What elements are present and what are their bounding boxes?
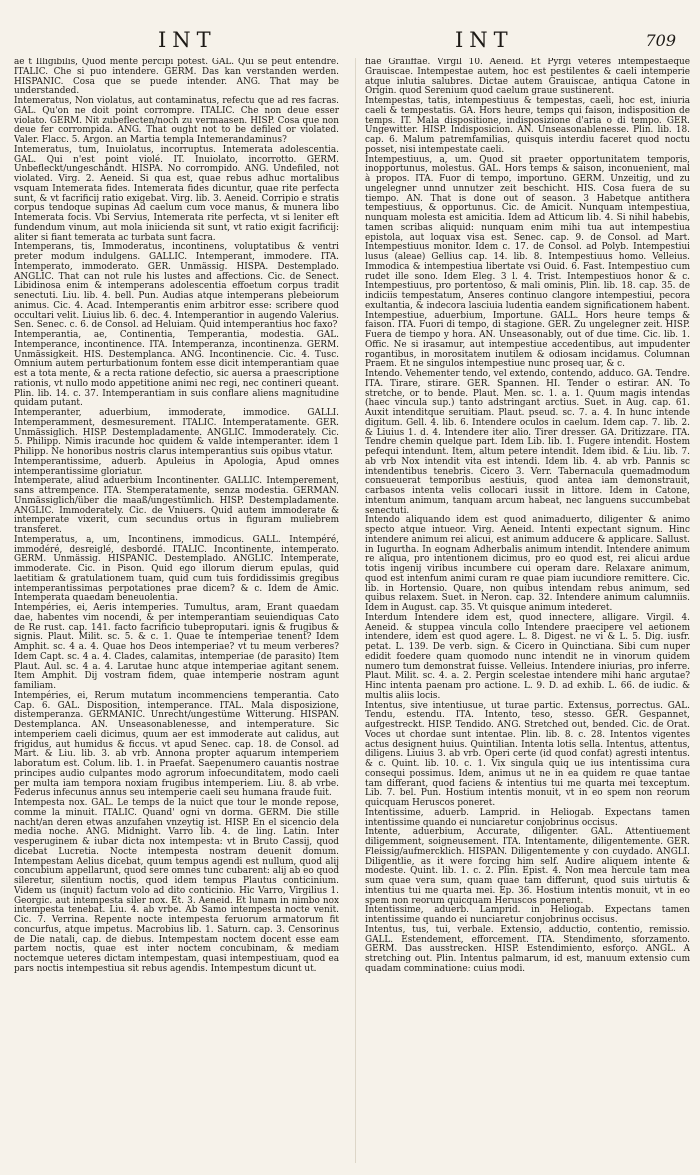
dictionary-entry: Interdum Intendere idem est, quod innectere, alligare. Virgil. 4. Aeneid. & stuppea vincula collo Intendere praecipere vel aetionem intendere, idem est quod agere. L. 8. Digest. ne vi & L. 5. Dig. iusfr. petat. L. 139. De verb. sign. & Cicero in Quinctiana. Sibi cum nuper edidit foedere quam quomodo nunc intendit ne in vinorum quidem numero tum demonstrat fuisse. Velleius. Intendere iniurias, pro inferre. Plaut. Milit. sc. 4. a. 2. Pergin scelestae intendere mihi hanc argutae? Hinc intenta paenam pro actione. L. 9. D. ad exhib. L. 66. de iudic. & multis aliis locis. bbox=[365, 612, 690, 701]
dictionary-entry: Intentissime, aduerb. Lamprid. in Heliogab. Expectans tamen intentissime quando ei nunciaretur conjobrinus occisus. bbox=[365, 905, 690, 925]
dictionary-entry: Intentus, sive intentiusue, ut turae partic. Extensus, porrectus. GAL. Tendu, estendu. ITA. Intento, teso, stesso. GER. Gespannet, aufgestreckt. HISP. Tendido. ANG. Stretched out, bended. Cic. de Orat. Voces ut chordae sunt intentae. Plin. lib. 8. c. 28. Intentos vigentes actus designent huius. Quintilian. Intenta lotis sella. Intentus, attentus, diligens. Liuius 3. ab vrb. Operi certe (id quod confat) agresti intentus. & c. Quint. lib. 10. c. 1. Vix singula quiq ue ius intentissima cura consequi possimus. Idem, animus ut ne in ea quidem re quae tantae tam differant, quod faciens & intentius tui me quarta mei texceptum. Lib. 7. bel. Pun. Hostium intentis monuit, vt in eo spem non reorum quicquam Heruscos poneret. bbox=[365, 700, 690, 808]
dictionary-entry: Intente, aduerbium, Accurate, diligenter. GAL. Attentiuement diligemment, soigneusement. ITA. Intentamente, diligentemente. GER. Fleissig/aufmercklich. HISPAN. Diligentemente y con cuydado. ANGLI. Diligentlie, as it were forcing him self. Audire aliquem intente & modeste. Quint. lib. 1. c. 2. Plin. Epist. 4. Non mea hercule tam mea sum quae vera sum, quam quae tam differunt, quod suis uirtutis & intentius tui me quarta mei. Ep. 36. Hostium intentis monuit, vt in eo spem non reorum quicquam Heruscos ponerent. bbox=[365, 827, 690, 906]
dictionary-entry: Intemperanter, aduerbium, immoderate, immodice. GALLI. Intemperamment, desmesurement. ITALIC. Intemperatamente. GER. Unmässiglich. HISP. Destempladamente. ANGLIC. Immoderately. Cic. 5. Philipp. Nimis iracunde hoc quidem & valde intemperanter. idem 1 Philipp. Ne honoribus nostris clarus intemperantius suis opibus vtatur. bbox=[14, 408, 339, 457]
dictionary-entry: Intempestiue, aduerbium, Importune. GALL. Hors heure temps & faison. ITA. Fuori di tempo, di stagione. GER. Zu ungelegner zeit. HISP. Fuera de tiempo y hora. AN. Unseasonably, out of due time. Cic. lib. 1. Offic. Ne si irasamur, aut intempestiue accedentibus, aut impudenter rogantibus, in morositatem inutilem & odiosam incidamus. Columnan Praem. Et ne singulos intempestiue nunc proseq uar, & c. bbox=[365, 310, 690, 370]
running-head-right: INT bbox=[455, 28, 514, 52]
running-head-left: INT bbox=[158, 28, 217, 52]
page-header bbox=[0, 0, 700, 56]
dictionary-entry: ae t Illigibilis, Quod mente percipi potest. GAL. Qui se peut entendre. ITALIC. Che si puo intendere. GERM. Das kan verstanden werden. HISPANIC. Cosa que se puede intender. ANG. That may be understanded. bbox=[14, 58, 339, 97]
dictionary-entry: Intempestiuus, a, um. Quod sit praeter opportunitatem temporis, inopportunus, molestus. GAL. Hors temps & saison, inconuenient, mal à propos. ITA. Fuor di tempo, importuno. GERM. Unzeitig, und zu ungelegner unnd unnutzer zeit beschicht. HIS. Cosa fuera de su tiempo. AN. That is done out of season. 3 Habetque antithera tempestiuus, & opportunus. Cic. de Amicit. Nunquam intempestiua, nunquam molesta est amicitia. Idem ad Atticum lib. 4. Si nihil habebis, tamen scribas aliquid: nunquam enim mihi tua aut intempestiua epistola, aut loquax visa est. Senec. cap. 9. de Consol. ad Mart. Intempestiuus monitor. Idem c. 17. de Consol. ad Polyb. Intempestiui lusus (aleae) Gellius cap. 14. lib. 8. Intempestiuus homo. Velleius. Immodica & intempestiua libertate vsi Ouid. 6. Fast. Intempestiuo cum rudet ille sono. Idem Eleg. 3 l. 4. Trist. Intempestiuos honor & c. Intempestiuus, pro portentoso, & mali ominis, Plin. lib. 18. cap. 35. de indiciis tempestatum, Anseres continuo clangore intempestiui, pecora exultantia, & indecora lasciuia ludentia eandem significationem habent. bbox=[365, 154, 690, 311]
dictionary-entry: Intemperate, aliud aduerbium Incontinenter. GALLIC. Intemperement, sans attrempence. ITA. Stemperatamente, senza modestia. GERMAN. Unmässiglich/über die maaß/ungestümlich. HISP. Destempladamente. ANGLIC. Immoderately. Cic. de Vniuers. Quid autem immoderate & intemperate vixerit, cum secundus ortus in figuram muliebrem transferet. bbox=[14, 476, 339, 535]
dictionary-entry: Intemeratus, Non violatus, aut contaminatus, refectu que ad res facras. GAL. Qu'on ne doit point corrompre. ITALIC. Che non deue esser violato. GERM. Nit zubeflecten/noch zu vermaasen. HISP. Cosa que non deue fer corrompida. ANG. That ought not to be defiled or violated. Valer. Flacc. 5. Argon. an Martia templa Intemerandaminus? bbox=[14, 96, 339, 145]
left-column bbox=[14, 58, 339, 1163]
dictionary-entry: Intemperantissime, aduerb. Apuleius in Apologia, Apud omnes intemperantissime gloriatur. bbox=[14, 456, 339, 477]
dictionary-columns bbox=[14, 58, 690, 1163]
dictionary-entry: Intendo. Vehementer tendo, vel extendo, contendo, adduco. GA. Tendre. ITA. Tirare, stirare. GER. Spannen. HI. Tender o estirar. AN. To stretche, or to bende. Plaut. Men. sc. 1. a. 1. Quum magis intendas (haec vincula sup.) tanto adstringant arctius. Suet. in Aug. cap. 61. Auxit intenditque seruitiam. Plaut. pseud. sc. 7. a. 4. In hunc intende digitum. Gell. 4. lib. 6. Intendere oculos in caelum. Idem cap. 7. lib. 2. & Liuius 1. d. 4. Intendere iter alio. Tirer dresser. GA. Dritizzare. ITA. Tendre chemin quelque part. Idem Lib. lib. 1. Fugere intendit. Hostem pefequi intendunt. Item, altum petere intendit. Idem ibid. & Liu. lib. 7. ab vrb Nox intendit vita est intendi. Idem lib. 4. ab vrb. Pannis sc intendentibus tenebris. Cicero 3. Verr. Tabernacula quemadmodum consueuerat temporibus aestiuis, quod antea iam demonstrauit, carbasos intenta velis collocari iussit in littore. Idem in Catone, intentum animum, tanquam arcum habeat, nec languens succumbebat senectuti. bbox=[365, 369, 690, 516]
dictionary-entry: Intentissime, aduerb. Lamprid. in Heliogab. Expectans tamen intentissime quando ei nunciaretur conjobrinus occisus. bbox=[365, 807, 690, 828]
dictionary-entry: Intentus, tus, tui, verbale. Extensio, adductio, contentio, remissio. GALL. Estendement, efforcement. ITA. Stendimento, sforzamento. GERM. Das ausstrecken. HISP. Estendimiento, esforço. ANGL. A stretching out. Plin. Intentus palmarum, id est, manuum extensio cum quadam comminatione: cuius modi. bbox=[365, 924, 690, 974]
dictionary-entry: Intempestas, tatis, intempestiuus & tempestas, caeli, hoc est, iniuria caeli & tempestatis. GA. Hors heure, temps qui faison, indisposition de temps. IT. Mala dispositione, indisposizione d'aria o di tempo. GER. Ungewitter. HISP. Indisposicion. AN. Unseasonablenesse. Plin. lib. 18. cap. 6. Malum patremfamilias, quisquis interdiu faceret quod noctu posset, nisi intempestate caeli. bbox=[365, 96, 690, 155]
dictionary-entry: Intendo aliquando idem est quod animaduerto, diligenter & animo specto atque intueor. Virg. Aeneid. Intenti expectant signum. Hinc intendere animum rei alicui, est animum adducere & applicare. Sallust. in Iugurtha. In eognam Adherbalis animum intendit. Intendere animum re aliqua, pro intentionem dicimus, pro eo quod est, rei alicui ardue totis ingenij viribus incumbere cui operam dare. Relaxare animum, quod est intenfum animi curam re quae piam iucundiore remittere. Cic. lib. in Hortensio. Quare, non quibus intendam rebus animum, sed quibus relaxem. Suet. in Neron. cap. 32. Intendere animum calumniis. Idem in August. cap. 35. Vt quisque animum intederet. bbox=[365, 515, 690, 613]
page-number: 709 bbox=[645, 31, 676, 50]
dictionary-entry: Intemperatus, a, um, Incontinens, immodicus. GALL. Intempéré, immodéré, desreiglé, desbordé. ITALIC. Incontinente, intemperato. GERM. Unmässig. HISPANIC. Destemplado. ANGLIC. Intemperate, immoderate. Cic. in Pison. Quid ego illorum dierum epulas, quid laetitiam & gratulationem tuam, quid cum tuis fordidissimis gregibus intemperantissimas perpotationes prae dicem? & c. Idem de Amic. Intemperata quaedam beneuolentia. bbox=[14, 534, 339, 604]
right-column bbox=[355, 58, 690, 1163]
dictionary-entry: Intemeratus, tum, Inuiolatus, incorruptus. Intemerata adolescentia. GAL. Qui n'est point violé. IT. Inuiolato, incorrotto. GERM. Unbefleckt/ungeschändt. HISPA. No corrompido. ANG. Undefiled, not violated. Virg. 2. Aeneid. Si qua est, quae rebus adhuc mortalibus vsquam Intemerata fides. Intemerata fides dicuntur, quae rite perfecta sunt, & vt facrificij ratio exigebat. Virg. lib. 3. Aeneid. Corripio e stratis corpus tendoque supinas Ad caelum cum voce manus, & munera libo Intemerata focis. Vbi Servius, Intemerata rite perfecta, vt si leniter eft fundendum vinum, aut mola iniicienda sit sunt, vt ratio exigit facrificij: aliter si fiant temerata ac turbata sunt facra. bbox=[14, 144, 339, 243]
dictionary-entry: Intempesta nox. GAL. Le temps de la nuict que tour le monde repose, comme la minuit. ITALIC. Quand' ogni vn dorma. GERM. Die stille nacht/an deren etwas anzufahen vnzeytig ist. HISP. En el sicencio dela media noche. ANG. Midnight. Varro lib. 4. de ling. Latin. Inter vesperuginem & iubar dicta nox intempesta: vt in Bruto Cassij, quod dicebat Lucretia. Nocte intempesta nostram deuenit domum. Intempestam Aelius dicebat, quum tempus agendi est nullum, quod alij concubium appellarunt, quod sere omnes tunc cubarent: alij ab eo quod sileretur, silentium noctis, quod idem tempus Plautus conticinium. Videm us (inquit) factum volo ad dito conticinio. Hic Varro, Virgilius 1. Georgic. aut intempesta siler nox. Et. 3. Aeneid. Et lunam in nimbo nox intempesta tenebat. Liu. 4. ab vrbe. Ab Samo intempesta nocte venit. Cic. 7. Verrina. Repente nocte intempesta feruorum armatorum fit concurfus, atque impetus. Macrobius lib. 1. Saturn. cap. 3. Censorinus de Die natali, cap. de diebus. Intempestam noctem docent esse eam partem noctis, quae est inter noctem concubinam, & mediam noctemque ueteres dictam intempestam, quasi intempestiuam, quod ea pars noctis intempestiua sit rebus agendis. Intempestum dicunt ut. bbox=[14, 798, 339, 974]
dictionary-entry: fiae Graiiffae. Virgil 10. Aeneid. Et Pyrgi veteres intempestaeque Grauiscae. Intempestae autem, hoc est pestilentes & caeli intemperie atque inlutia salubres. Dictae autem Grauiscae, antiqua Catone in Origin. quod Serenium quod caelum graue sustinerent. bbox=[365, 58, 690, 97]
dictionary-entry: Intemperans, tis, Immoderatus, incontinens, voluptatibus & ventri preter modum indulgens. GALLIC. Intemperant, immodere. ITA. Intemperato, immoderato. GER. Unmässig. HISPA. Destemplado. ANGLIC. That can not rule his lustes and affections. Cic. de Senect. Libidinosa enim & intemperans adolescentia effoetum corpus tradit senectuti. Liu. lib. 4. bell. Pun. Audias atque intemperans plebeiorum animus. Cic. 4. Acad. Intemperantis enim arbitror esse: scribere quod occultari velit. Liuius lib. 6. dec. 4. Intemperantior in augendo Valerius. Sen. Senec. c. 6. de Consol. ad Heluiam. Quid intemperantius hoc faxo? bbox=[14, 242, 339, 331]
dictionary-entry: Intempéries, ei, Aeris intemperies. Tumultus, aram, Erant quaedam dae, habentes vim nocendi, & per intemperantiam seuiendiquas Cato de Re rust. cap. 141. facto facrificio tubeproputari. ignis & frugibus & signis. Plaut. Milit. sc. 5. & c. 1. Quae te intemperiae tenent? Idem Amphit. sc. 4 a. 4. Quae hos Deos intemperiae? vt tu meum verberes? Idem Capt. sc. 4 a. 4. Clades, calamitas, intemperiae (de parasito) Item Plaut. Aul. sc. 4 a. 4. Larutae hunc atque intemperiae agitant senem. Item Amphit. Dij vostram fidem, quae intemperie nostram agunt familiam. bbox=[14, 603, 339, 691]
dictionary-entry: Intempéries, ei, Rerum mutatum incommenciens temperantia. Cato Cap. 6. GAL. Disposition, intemperance. ITAL. Mala disposizione, distemperanza. GERMANIC. Unrecht/ungestüme Witterung. HISPAN. Destemplanca. AN. Unseasonablenesse, and intemperature. Sic intemperiem caeli dicimus, quum aer est immoderate aut calidus, aut frigidus, aut humidus & ficcus. vt apud Senec. cap. 18. de Consol. ad Mart. & Liu. lib. 3. ab vrb. Annona propter aquarum intemperiem laboratum est. Colum. lib. 1. in Praefat. Saepenumero cauantis nostrae principes audio culpantes modo agrorum infoecunditatem, modo caeli per multa iam tempora noxiam frugibus intemperiem. Liu. 8. ab vrbe. Federus infecunus annus seu intemperie caeli seu humana fraude fuit. bbox=[14, 690, 339, 799]
dictionary-entry: Intemperantia, ae, Continentia, Temperantia, modestia. GAL. Intemperance, incontinence. ITA. Intemperanza, incontinenza. GERM. Unmässigkeit. HIS. Destemplanca. ANG. Incontinencie. Cic. 4. Tusc. Omnium autem perturbationum fontem esse dicit intemperantiam quae est a tota mente, & a recta ratione defectio, sic auersa a praescriptione rationis, vt nullo modo appetitione animi nec regi, nec contineri queant. Plin. lib. 14. c. 37. Intemperantiam in suis conflare aliens magnitudine quidam putant. bbox=[14, 330, 339, 409]
